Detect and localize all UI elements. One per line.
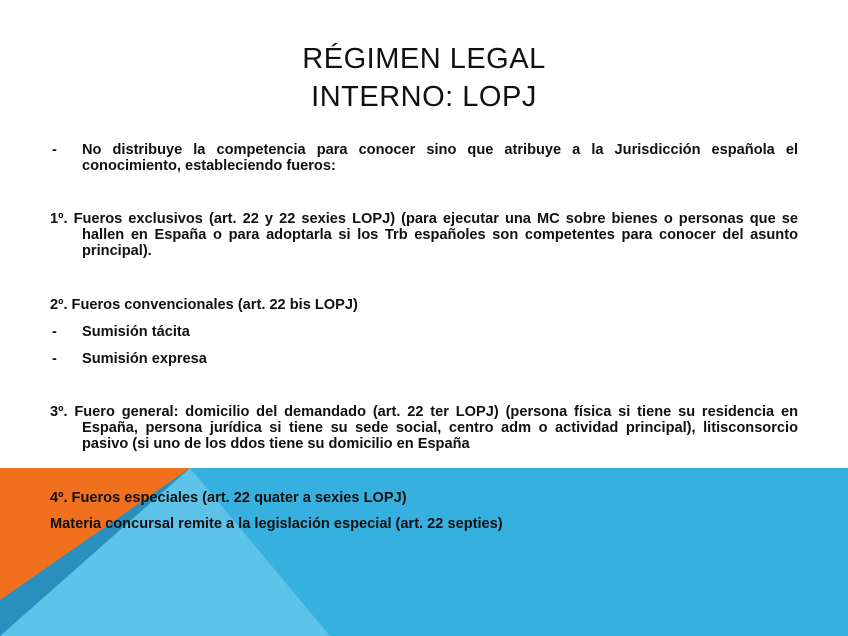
- slide-title-line-1: RÉGIMEN LEGAL: [302, 43, 546, 75]
- intro-paragraph: No distribuye la competencia para conocer sino que atribuye a la Jurisdicción española el conocimiento, estableciendo fueros:: [82, 142, 798, 174]
- paragraph-fueros-convencionales: 2º. Fueros convencionales (art. 22 bis LOPJ): [50, 297, 358, 313]
- list-item-sumision-expresa: Sumisión expresa: [82, 351, 207, 367]
- list-bullet: -: [52, 324, 57, 340]
- intro-bullet: -: [52, 142, 57, 158]
- paragraph-fuero-general: 3º. Fuero general: domicilio del demandado (art. 22 ter LOPJ) (persona física si tiene su residencia en España, persona jurídica si tiene su sede social, centro adm o actividad principal), litisconsorcio pasivo (si uno de los ddos tiene su domicilio en España: [50, 404, 798, 452]
- paragraph-materia-concursal: Materia concursal remite a la legislación especial (art. 22 septies): [50, 516, 503, 532]
- paragraph-fueros-exclusivos: 1º. Fueros exclusivos (art. 22 y 22 sexies LOPJ) (para ejecutar una MC sobre bienes o personas que se hallen en España o para adoptarla si los Trb españoles son competentes para conocer del asunto principal).: [50, 211, 798, 259]
- list-item-sumision-tacita: Sumisión tácita: [82, 324, 190, 340]
- list-bullet: -: [52, 351, 57, 367]
- paragraph-fueros-especiales: 4º. Fueros especiales (art. 22 quater a sexies LOPJ): [50, 490, 407, 506]
- slide-title-line-2: INTERNO: LOPJ: [311, 81, 537, 113]
